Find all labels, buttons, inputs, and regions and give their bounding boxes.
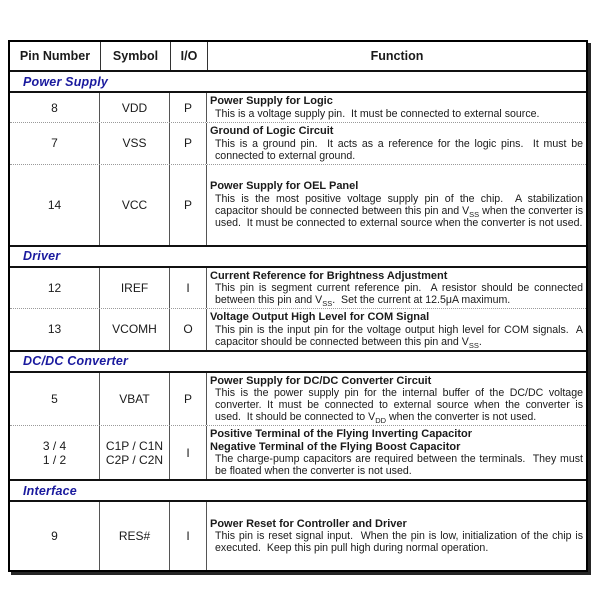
function-title: Positive Terminal of the Flying Inverting Capacitor — [210, 428, 473, 440]
function-cell — [207, 309, 586, 350]
pin-row-iref — [10, 268, 586, 309]
pin-number: 13 — [47, 322, 62, 337]
symbol-cell — [100, 373, 170, 426]
pin-row-vcomh — [10, 308, 586, 350]
io-value: I — [186, 529, 190, 543]
io-cell — [170, 502, 207, 570]
pin-number-cell — [10, 268, 100, 309]
symbol: VBAT — [119, 391, 150, 406]
function-cell — [207, 268, 586, 309]
function-title: Negative Terminal of the Flying Boost Capacitor — [210, 440, 461, 453]
pin-number: 1 / 2 — [42, 452, 67, 467]
function-description: This is a ground pin. It acts as a reference for the logic pins. It must be connected to external ground. — [215, 137, 583, 162]
symbol: C1P / C1N — [105, 438, 164, 453]
header-cell-symbol: Symbol — [100, 42, 170, 70]
io-cell — [170, 268, 207, 309]
function-description: This pin is segment current reference pin. A resistor should be connected between this pin and $V_{SS}$. Set the current at 12.5μA maximum. — [215, 282, 583, 309]
section-header-power-supply — [10, 72, 586, 93]
symbol: VSS — [122, 136, 147, 151]
header-cell-function: Function — [207, 42, 586, 70]
pin-number-cell — [10, 426, 100, 479]
function-title: Voltage Output High Level for COM Signal — [210, 311, 430, 323]
pin-number-cell — [10, 373, 100, 426]
function-cell — [207, 426, 586, 479]
function-title: Power Supply for Logic — [210, 95, 333, 108]
function-title: Current Reference for Brightness Adjustment — [210, 269, 448, 282]
io-value: P — [183, 100, 192, 115]
io-value: P — [183, 197, 192, 212]
symbol: C2P / C2N — [105, 452, 164, 467]
symbol-cell — [100, 123, 170, 164]
symbol: VCC — [121, 197, 148, 212]
header-cell-pin-number: Pin Number — [19, 49, 91, 63]
pin-row-vss — [10, 122, 586, 164]
pin-row-vcc — [10, 164, 586, 245]
section-title: DC/DC Converter — [23, 354, 129, 368]
pin-number: 5 — [51, 391, 58, 406]
pin-number-cell — [10, 502, 100, 570]
symbol-cell — [100, 165, 170, 245]
symbol: VCOMH — [112, 322, 157, 337]
section-interface — [10, 479, 586, 570]
section-driver — [10, 245, 586, 350]
io-value: P — [183, 136, 192, 151]
io-cell — [170, 309, 207, 350]
io-value: I — [186, 445, 190, 460]
section-power-supply — [10, 72, 586, 245]
function-title: Power Supply for DC/DC Converter Circuit — [210, 374, 432, 387]
pin-row-vdd — [10, 93, 586, 122]
section-header-driver — [10, 247, 586, 268]
io-value: P — [183, 391, 192, 406]
function-cell — [207, 165, 586, 245]
io-cell — [170, 123, 207, 164]
pin-number: 3 / 4 — [42, 438, 67, 453]
symbol: IREF — [120, 280, 149, 295]
function-description: This is the most positive voltage supply pin of the chip. A stabilization capacitor should be connected between this pin and $V_{SS}$ when the converter is used. It must be connected to external source when the converter is not used. — [215, 192, 583, 229]
header-cell-io: I/O — [170, 42, 207, 70]
function-description: This pin is the input pin for the voltage output high level for COM signals. A capacitor should be connected between this pin and $V_{SS}$. — [215, 323, 583, 350]
io-value: I — [186, 280, 190, 295]
pin-row-vbat — [10, 373, 586, 426]
function-cell — [207, 93, 586, 122]
function-title: Power Supply for OEL Panel — [210, 180, 359, 193]
pin-row-c1p-c1n-c2p-c2n — [10, 425, 586, 479]
pin-number-cell — [10, 123, 100, 164]
symbol-cell — [100, 309, 170, 350]
pin-number: 9 — [51, 529, 58, 543]
pin-row-res — [10, 502, 586, 570]
pin-number: 7 — [51, 136, 58, 151]
pin-number-cell — [10, 165, 100, 245]
io-cell — [170, 426, 207, 479]
section-title: Power Supply — [23, 74, 109, 89]
symbol: VDD — [121, 100, 148, 115]
section-title: Interface — [23, 483, 77, 498]
io-cell — [170, 373, 207, 426]
pin-description-table — [8, 40, 588, 572]
pin-number-cell — [10, 93, 100, 122]
function-description: This pin is reset signal input. When the pin is low, initialization of the chip is executed. Keep this pin pull high during normal operation. — [215, 530, 583, 555]
function-cell — [207, 123, 586, 164]
symbol-cell — [100, 268, 170, 309]
table-header-row — [10, 42, 586, 72]
io-cell — [170, 93, 207, 122]
function-cell — [207, 502, 586, 570]
symbol-cell — [100, 93, 170, 122]
symbol-cell — [100, 502, 170, 570]
table-body — [10, 72, 586, 570]
function-cell — [207, 373, 586, 426]
function-title: Ground of Logic Circuit — [210, 125, 334, 137]
pin-number-cell — [10, 309, 100, 350]
function-title: Power Reset for Controller and Driver — [210, 517, 407, 530]
section-header-interface — [10, 481, 586, 502]
function-description: The charge-pump capacitors are required between the terminals. They must be floated when the converter is not used. — [215, 453, 583, 477]
section-title: Driver — [23, 249, 61, 263]
function-description: This is the power supply pin for the internal buffer of the DC/DC voltage converter. It must be connected to external source when the converter is used. It should be connected to $V_{DD}$ when the converter is not used. — [215, 387, 583, 426]
symbol-cell — [100, 426, 170, 479]
pin-number: 12 — [47, 280, 62, 295]
section-dc-dc-converter — [10, 350, 586, 480]
pin-number: 14 — [47, 197, 62, 212]
io-value: O — [183, 322, 193, 337]
io-cell — [170, 165, 207, 245]
pin-number: 8 — [51, 100, 58, 115]
function-description: This is a voltage supply pin. It must be connected to external source. — [215, 107, 540, 120]
section-header-dc-dc-converter — [10, 352, 586, 373]
symbol: RES# — [118, 529, 151, 543]
